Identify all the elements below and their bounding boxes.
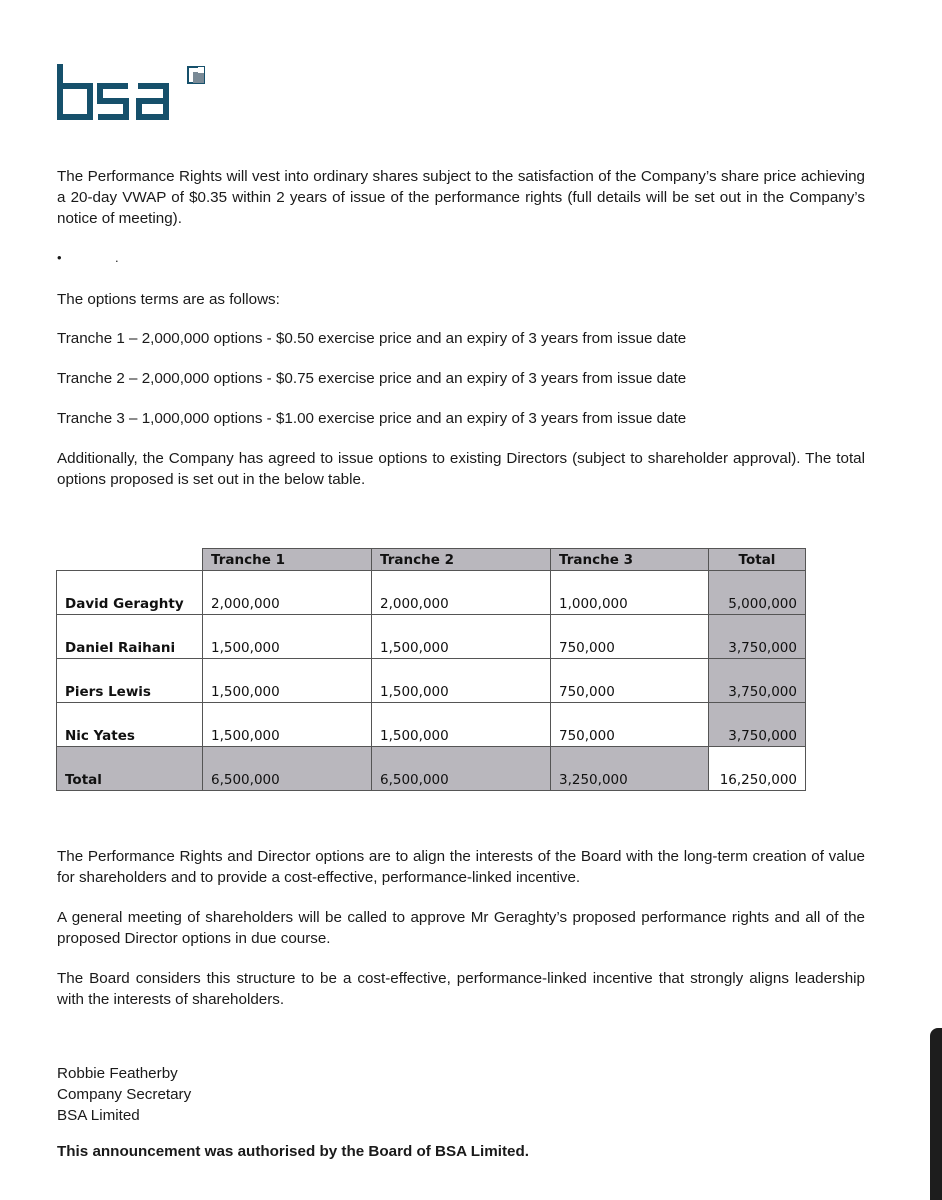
tranche-1-value: 1,500,000: [203, 615, 372, 659]
signatory-name: Robbie Featherby: [57, 1065, 178, 1082]
table-total-row: [57, 747, 806, 791]
options-intro: The options terms are as follows:: [57, 291, 280, 308]
tranche-2-value: 1,500,000: [372, 703, 551, 747]
tranche-2-value: 2,000,000: [372, 571, 551, 615]
tranche-2-total: 6,500,000: [372, 747, 551, 791]
table-header-tranche-2: Tranche 2: [372, 549, 551, 571]
additional-paragraph: Additionally, the Company has agreed to issue options to existing Directors (subject to shareholder approval). The total options proposed is set out in the below table.: [57, 450, 865, 488]
row-total-value: 3,750,000: [709, 615, 806, 659]
director-options-table: [56, 548, 806, 791]
table-header-blank: [57, 549, 203, 571]
bullet-mark: •: [57, 250, 62, 265]
director-name: David Geraghty: [57, 571, 203, 615]
tranche-2-value: 1,500,000: [372, 615, 551, 659]
signatory-title: Company Secretary: [57, 1086, 192, 1103]
row-total-value: 3,750,000: [709, 703, 806, 747]
bsa-logo: [56, 62, 216, 124]
row-total-value: 5,000,000: [709, 571, 806, 615]
tranche-1-value: 1,500,000: [203, 703, 372, 747]
tranche-1-line: Tranche 1 – 2,000,000 options - $0.50 exercise price and an expiry of 3 years from issue date: [57, 330, 687, 347]
tranche-2-value: 1,500,000: [372, 659, 551, 703]
grand-total: 16,250,000: [709, 747, 806, 791]
director-name: Daniel Raihani: [57, 615, 203, 659]
tranche-3-value: 1,000,000: [551, 571, 709, 615]
table-row: [57, 659, 806, 703]
tranche-1-total: 6,500,000: [203, 747, 372, 791]
signatory-company: BSA Limited: [57, 1107, 140, 1124]
director-name: Nic Yates: [57, 703, 203, 747]
tranche-1-value: 2,000,000: [203, 571, 372, 615]
tranche-3-line: Tranche 3 – 1,000,000 options - $1.00 exercise price and an expiry of 3 years from issue date: [57, 410, 687, 427]
board-paragraph: The Board considers this structure to be a cost-effective, performance-linked incentive that strongly aligns leadership with the interests of shareholders.: [57, 970, 865, 1008]
table-header-total: Total: [709, 549, 806, 571]
table-header-row: [57, 549, 806, 571]
tranche-3-value: 750,000: [551, 703, 709, 747]
device-edge: [930, 1028, 942, 1200]
tranche-2-line: Tranche 2 – 2,000,000 options - $0.75 exercise price and an expiry of 3 years from issue date: [57, 370, 687, 387]
meeting-paragraph: A general meeting of shareholders will be called to approve Mr Geraghty’s proposed performance rights and all of the proposed Director options in due course.: [57, 909, 865, 947]
table-row: [57, 571, 806, 615]
total-label: Total: [57, 747, 203, 791]
table-header-tranche-3: Tranche 3: [551, 549, 709, 571]
table-row: [57, 615, 806, 659]
alignment-paragraph: The Performance Rights and Director options are to align the interests of the Board with the long-term creation of value for shareholders and to provide a cost-effective, performance-linked incentive.: [57, 848, 865, 886]
tranche-3-total: 3,250,000: [551, 747, 709, 791]
table-header-tranche-1: Tranche 1: [203, 549, 372, 571]
director-name: Piers Lewis: [57, 659, 203, 703]
authorisation-statement: This announcement was authorised by the Board of BSA Limited.: [57, 1143, 529, 1160]
tranche-3-value: 750,000: [551, 615, 709, 659]
tranche-3-value: 750,000: [551, 659, 709, 703]
row-total-value: 3,750,000: [709, 659, 806, 703]
tranche-1-value: 1,500,000: [203, 659, 372, 703]
intro-paragraph: The Performance Rights will vest into ordinary shares subject to the satisfaction of the Company’s share price achieving a 20-day VWAP of $0.35 within 2 years of issue of the performance rights (full details will be set out in the Company’s notice of meeting).: [57, 168, 865, 227]
bullet-text: .: [115, 250, 119, 265]
table-row: [57, 703, 806, 747]
